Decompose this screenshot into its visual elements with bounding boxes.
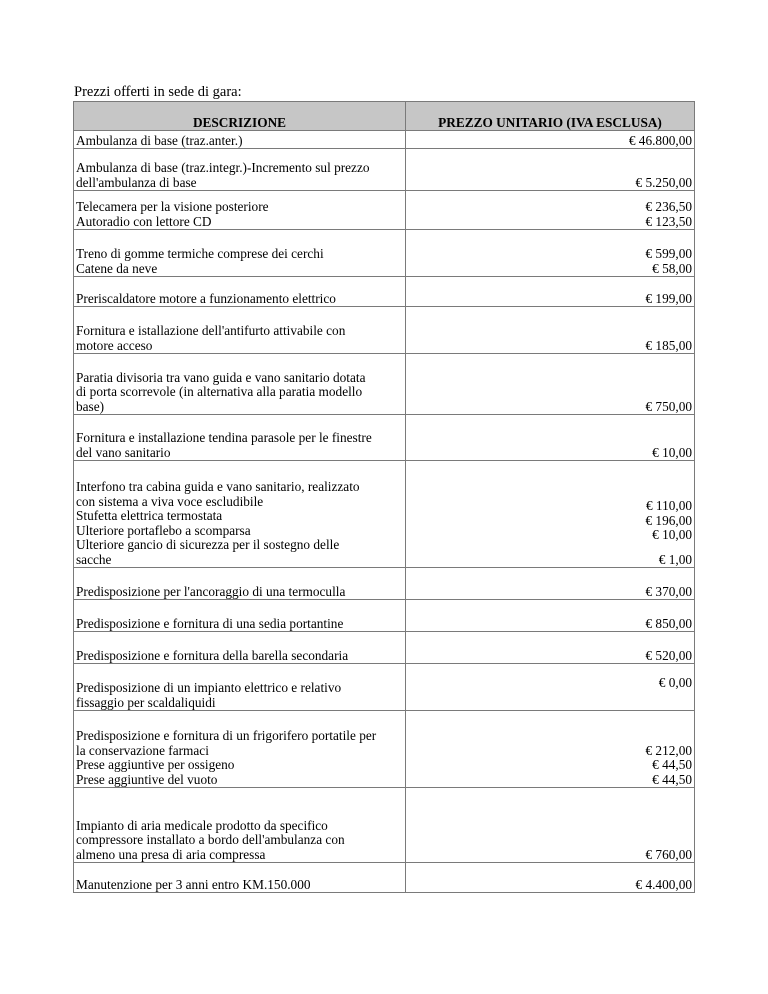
table-row: [74, 230, 695, 277]
row-description: Paratia divisoria tra vano guida e vano sanitario dotata di porta scorrevole (in alternativa alla paratia modello base): [74, 354, 406, 415]
table-row: [74, 307, 695, 354]
row-description: Predisposizione per l'ancoraggio di una termoculla: [74, 568, 406, 600]
row-price: € 5.250,00: [406, 149, 695, 191]
row-price: € 4.400,00: [406, 863, 695, 893]
row-price: € 236,50 € 123,50: [406, 191, 695, 230]
table-row: [74, 131, 695, 149]
price-table: [73, 101, 695, 893]
table-row: [74, 632, 695, 664]
table-row: [74, 461, 695, 568]
row-description: Predisposizione e fornitura della barella secondaria: [74, 632, 406, 664]
table-row: [74, 863, 695, 893]
header-unit-price: PREZZO UNITARIO (IVA ESCLUSA): [406, 102, 695, 131]
table-header-row: [74, 102, 695, 131]
table-row: [74, 600, 695, 632]
row-description: Fornitura e istallazione dell'antifurto attivabile con motore acceso: [74, 307, 406, 354]
row-price: € 199,00: [406, 277, 695, 307]
intro-text: Prezzi offerti in sede di gara:: [74, 84, 242, 100]
table-row: [74, 415, 695, 461]
row-description: Preriscaldatore motore a funzionamento elettrico: [74, 277, 406, 307]
table-row: [74, 277, 695, 307]
row-price: € 185,00: [406, 307, 695, 354]
table-row: [74, 568, 695, 600]
table-row: [74, 354, 695, 415]
row-price: € 0,00: [406, 664, 695, 711]
row-price: € 46.800,00: [406, 131, 695, 149]
row-description: Treno di gomme termiche comprese dei cerchi Catene da neve: [74, 230, 406, 277]
row-price: € 750,00: [406, 354, 695, 415]
table-row: [74, 664, 695, 711]
row-price: € 760,00: [406, 788, 695, 863]
table-row: [74, 788, 695, 863]
row-price: € 599,00 € 58,00: [406, 230, 695, 277]
row-description: Interfono tra cabina guida e vano sanitario, realizzato con sistema a viva voce escludibile Stufetta elettrica termostata Ulteriore portaflebo a scomparsa Ulteriore gancio di sicurezza per il sostegno delle sacche: [74, 461, 406, 568]
table-row: [74, 191, 695, 230]
row-price: € 850,00: [406, 600, 695, 632]
row-price: € 110,00 € 196,00 € 10,00 € 1,00: [406, 461, 695, 568]
table-row: [74, 149, 695, 191]
row-description: Manutenzione per 3 anni entro KM.150.000: [74, 863, 406, 893]
row-description: Predisposizione e fornitura di un frigorifero portatile per la conservazione farmaci Prese aggiuntive per ossigeno Prese aggiuntive del vuoto: [74, 711, 406, 788]
row-description: Telecamera per la visione posteriore Autoradio con lettore CD: [74, 191, 406, 230]
row-description: Predisposizione di un impianto elettrico e relativo fissaggio per scaldaliquidi: [74, 664, 406, 711]
row-price: € 212,00 € 44,50 € 44,50: [406, 711, 695, 788]
row-description: Ambulanza di base (traz.integr.)-Incremento sul prezzo dell'ambulanza di base: [74, 149, 406, 191]
table-row: [74, 711, 695, 788]
row-description: Predisposizione e fornitura di una sedia portantine: [74, 600, 406, 632]
row-description: Impianto di aria medicale prodotto da specifico compressore installato a bordo dell'ambulanza con almeno una presa di aria compressa: [74, 788, 406, 863]
row-description: Ambulanza di base (traz.anter.): [74, 131, 406, 149]
row-price: € 370,00: [406, 568, 695, 600]
row-price: € 10,00: [406, 415, 695, 461]
row-description: Fornitura e installazione tendina parasole per le finestre del vano sanitario: [74, 415, 406, 461]
row-price: € 520,00: [406, 632, 695, 664]
header-description: DESCRIZIONE: [74, 102, 406, 131]
